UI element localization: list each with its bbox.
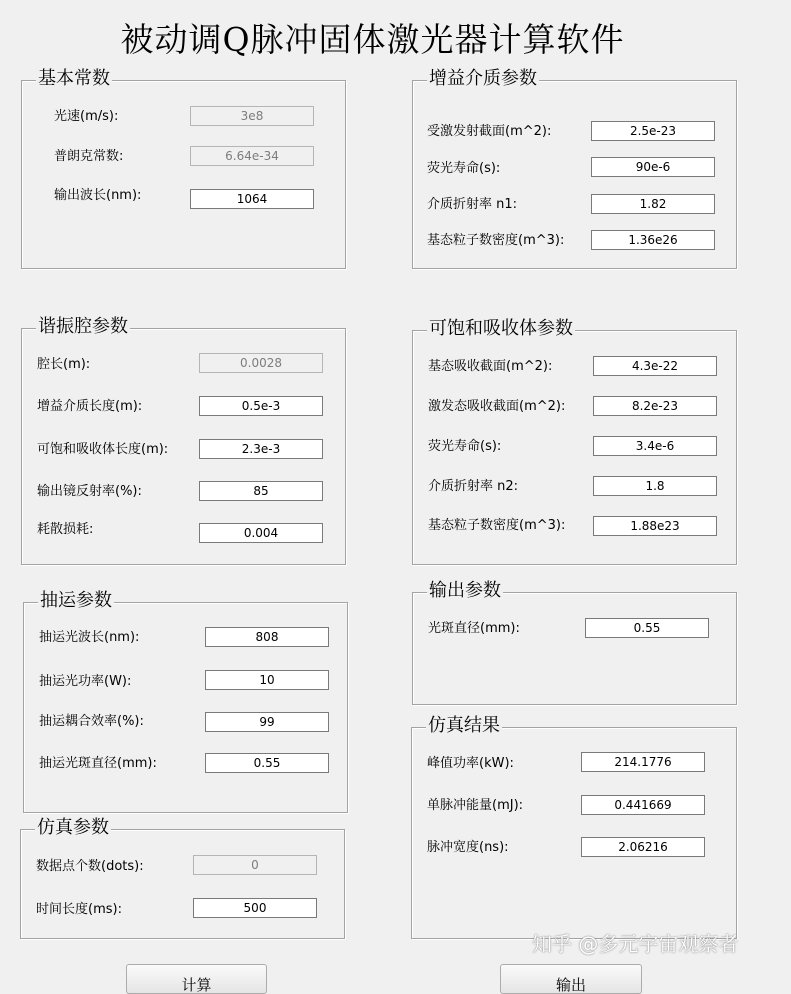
gain-lifetime-field[interactable] (591, 157, 715, 177)
cavity-length-label: 腔长(m): (37, 357, 91, 372)
absorber-length-field[interactable] (199, 439, 323, 459)
planck-constant-label: 普朗克常数: (54, 149, 124, 164)
output-spot-label: 光斑直径(mm): (428, 621, 520, 636)
gain-density-field[interactable] (591, 230, 715, 250)
basic-constants-title: 基本常数 (38, 68, 110, 89)
gain-density-label: 基态粒子数密度(m^3): (427, 233, 565, 248)
emission-cross-section-field[interactable] (591, 121, 715, 141)
dissipation-loss-field[interactable] (199, 523, 323, 543)
saturable-absorber-panel (412, 318, 737, 565)
pump-wavelength-label: 抽运光波长(nm): (39, 630, 140, 645)
light-speed-field (190, 106, 314, 126)
gain-medium-length-label: 增益介质长度(m): (37, 399, 143, 414)
gain-lifetime-label: 荧光寿命(s): (427, 161, 501, 176)
data-points-field (193, 855, 317, 875)
time-length-label: 时间长度(ms): (36, 902, 122, 917)
simulation-results-panel (411, 715, 737, 939)
output-spot-field[interactable] (585, 618, 709, 638)
dissipation-loss-label: 耗散损耗: (37, 522, 94, 537)
reflectivity-label: 输出镜反射率(%): (37, 484, 142, 499)
simulation-results-title: 仿真结果 (428, 715, 500, 736)
simulation-params-panel (20, 817, 345, 939)
resonator-panel (21, 316, 346, 565)
pump-panel (23, 590, 348, 813)
app-title: 被动调Q脉冲固体激光器计算软件 (120, 20, 625, 59)
data-points-label: 数据点个数(dots): (36, 859, 144, 874)
watermark: 知乎 @多元宇宙观察者 (532, 932, 739, 956)
pump-power-label: 抽运光功率(W): (39, 674, 132, 689)
absorber-density-label: 基态粒子数密度(m^3): (428, 518, 566, 533)
gain-medium-title: 增益介质参数 (429, 68, 537, 89)
light-speed-label: 光速(m/s): (54, 109, 119, 124)
pump-coupling-field[interactable] (205, 712, 329, 732)
resonator-title: 谐振腔参数 (38, 316, 128, 337)
output-wavelength-label: 输出波长(nm): (54, 188, 142, 203)
peak-power-label: 峰值功率(kW): (427, 756, 514, 771)
pulse-width-field[interactable] (581, 837, 705, 857)
output-button[interactable]: 输出 (500, 964, 642, 994)
absorber-lifetime-field[interactable] (593, 436, 717, 456)
pump-wavelength-field[interactable] (205, 627, 329, 647)
gain-medium-length-field[interactable] (199, 396, 323, 416)
calculate-button[interactable]: 计算 (126, 964, 267, 994)
gain-medium-panel (412, 68, 737, 269)
pump-title: 抽运参数 (40, 590, 112, 611)
absorber-index-field[interactable] (593, 476, 717, 496)
es-absorption-field[interactable] (593, 396, 717, 416)
gs-absorption-label: 基态吸收截面(m^2): (428, 359, 553, 374)
peak-power-field[interactable] (581, 752, 705, 772)
absorber-length-label: 可饱和吸收体长度(m): (37, 442, 169, 457)
absorber-lifetime-label: 荧光寿命(s): (428, 439, 502, 454)
pump-spot-field[interactable] (205, 753, 329, 773)
absorber-index-label: 介质折射率 n2: (428, 479, 519, 494)
output-wavelength-field[interactable] (190, 189, 314, 209)
pulse-width-label: 脉冲宽度(ns): (427, 840, 509, 855)
pump-spot-label: 抽运光斑直径(mm): (39, 756, 157, 771)
es-absorption-label: 激发态吸收截面(m^2): (428, 399, 566, 414)
pulse-energy-field[interactable] (581, 795, 705, 815)
saturable-absorber-title: 可饱和吸收体参数 (429, 318, 573, 339)
pulse-energy-label: 单脉冲能量(mJ): (427, 798, 524, 813)
simulation-params-title: 仿真参数 (37, 817, 109, 838)
gain-index-label: 介质折射率 n1: (427, 197, 518, 212)
emission-cross-section-label: 受激发射截面(m^2): (427, 124, 552, 139)
basic-constants-panel (21, 68, 346, 269)
pump-coupling-label: 抽运耦合效率(%): (39, 714, 144, 729)
time-length-field[interactable] (193, 898, 317, 918)
absorber-density-field[interactable] (593, 516, 717, 536)
gain-index-field[interactable] (591, 194, 715, 214)
gs-absorption-field[interactable] (593, 356, 717, 376)
pump-power-field[interactable] (205, 670, 329, 690)
reflectivity-field[interactable] (199, 481, 323, 501)
cavity-length-field (199, 353, 323, 373)
planck-constant-field (190, 146, 314, 166)
output-params-title: 输出参数 (429, 580, 501, 601)
output-params-panel (412, 580, 737, 705)
